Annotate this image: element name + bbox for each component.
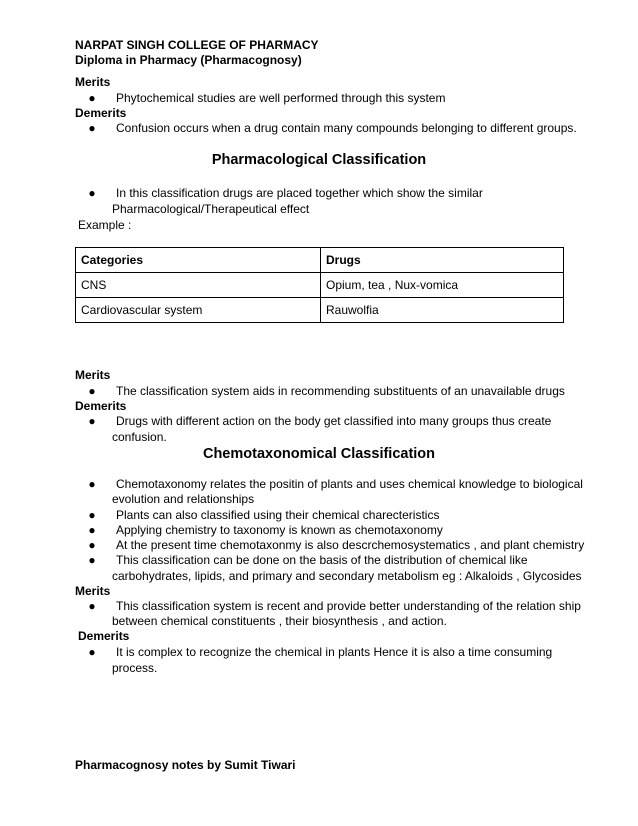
demerits-heading: Demerits xyxy=(75,399,127,413)
merits-heading: Merits xyxy=(75,368,111,382)
list-item-continuation: process. xyxy=(112,661,158,675)
section-title: Chemotaxonomical Classification xyxy=(202,446,436,462)
bullet-icon: ● xyxy=(88,538,96,552)
college-name: NARPAT SINGH COLLEGE OF PHARMACY xyxy=(75,38,319,52)
list-item: It is complex to recognize the chemical in plants Hence it is also a time consuming xyxy=(116,645,553,659)
bullet-icon: ● xyxy=(88,523,96,537)
demerits-heading: Demerits xyxy=(78,629,130,643)
bullet-icon: ● xyxy=(88,553,96,567)
bullet-icon: ● xyxy=(88,414,96,428)
table-cell: CNS xyxy=(76,273,321,298)
course-name: Diploma in Pharmacy (Pharmacognosy) xyxy=(75,53,302,67)
table-row xyxy=(76,273,564,298)
table-cell: Rauwolfia xyxy=(321,298,564,323)
bullet-icon: ● xyxy=(88,121,96,135)
demerits-heading: Demerits xyxy=(75,106,127,120)
bullet-icon: ● xyxy=(88,599,96,613)
section-title: Pharmacological Classification xyxy=(211,152,427,168)
footer-text: Pharmacognosy notes by Sumit Tiwari xyxy=(75,758,296,772)
list-item: Phytochemical studies are well performed through this system xyxy=(116,91,446,105)
list-item: Plants can also classified using their chemical charecteristics xyxy=(116,508,440,522)
list-item: This classification can be done on the basis of the distribution of chemical like xyxy=(116,553,528,567)
list-item: This classification system is recent and provide better understanding of the relation ship xyxy=(116,599,581,613)
table-cell: Opium, tea , Nux-vomica xyxy=(321,273,564,298)
list-item: Confusion occurs when a drug contain many compounds belonging to different groups. xyxy=(116,121,577,135)
table-row xyxy=(76,298,564,323)
bullet-icon: ● xyxy=(88,186,96,200)
list-item-continuation: Pharmacological/Therapeutical effect xyxy=(112,202,310,216)
example-label: Example : xyxy=(78,218,132,232)
list-item: In this classification drugs are placed together which show the similar xyxy=(116,186,483,200)
list-item: At the present time chemotaxonmy is also descrchemosystematics , and plant chemistry xyxy=(116,538,585,552)
list-item: Drugs with different action on the body get classified into many groups thus create xyxy=(116,414,552,428)
bullet-icon: ● xyxy=(88,91,96,105)
list-item: The classification system aids in recommending substituents of an unavailable drugs xyxy=(116,384,565,398)
bullet-icon: ● xyxy=(88,645,96,659)
list-item-continuation: confusion. xyxy=(112,430,167,444)
table-header-row xyxy=(76,248,564,273)
list-item-continuation: between chemical constituents , their biosynthesis , and action. xyxy=(112,614,447,628)
list-item: Applying chemistry to taxonomy is known as chemotaxonomy xyxy=(116,523,443,537)
bullet-icon: ● xyxy=(88,384,96,398)
bullet-icon: ● xyxy=(88,477,96,491)
merits-heading: Merits xyxy=(75,75,111,89)
classification-table xyxy=(75,247,564,323)
list-item-continuation: carbohydrates, lipids, and primary and secondary metabolism eg : Alkaloids , Glycosides xyxy=(112,569,582,583)
merits-heading: Merits xyxy=(75,584,111,598)
bullet-icon: ● xyxy=(88,508,96,522)
list-item-continuation: evolution and relationships xyxy=(112,492,255,506)
list-item: Chemotaxonomy relates the positin of plants and uses chemical knowledge to biological xyxy=(116,477,583,491)
table-header-cell: Drugs xyxy=(321,248,564,273)
table-cell: Cardiovascular system xyxy=(76,298,321,323)
table-header-cell: Categories xyxy=(76,248,321,273)
